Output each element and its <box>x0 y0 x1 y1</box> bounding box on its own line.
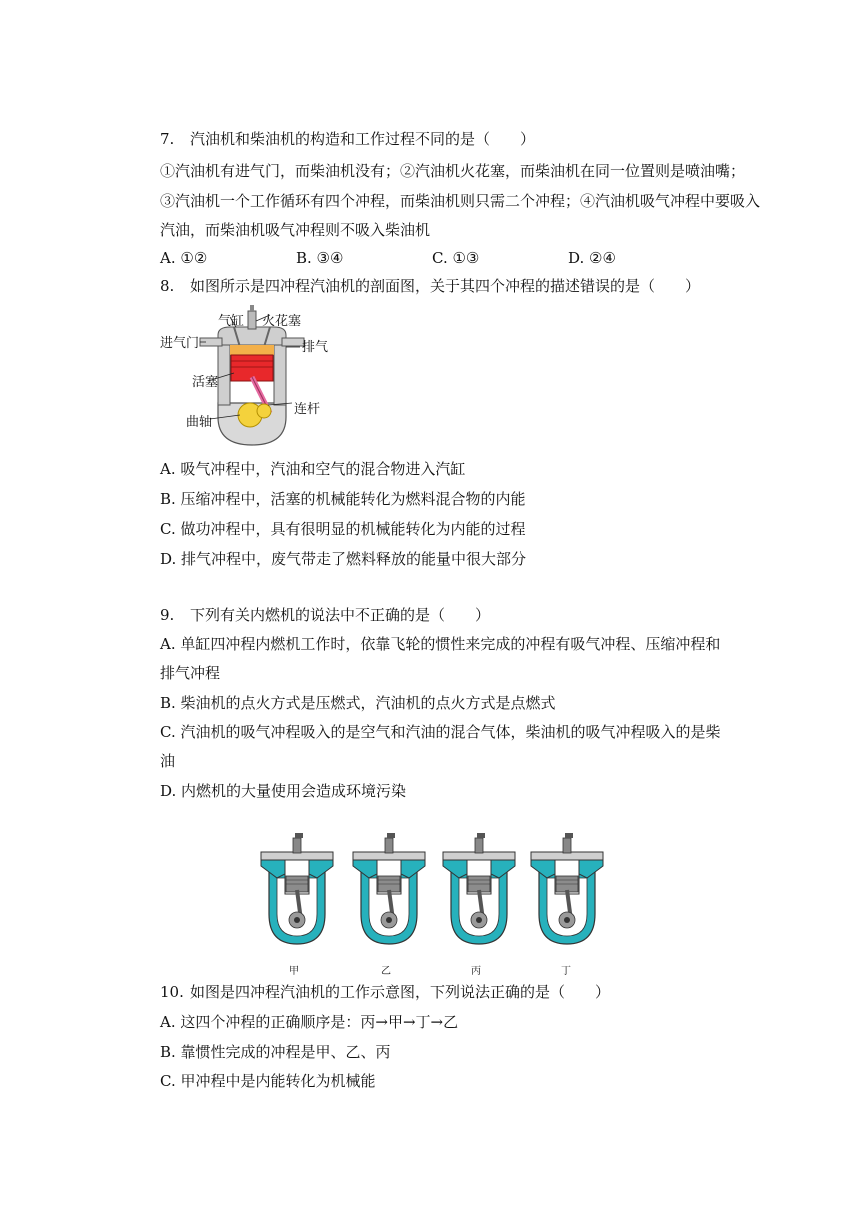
q9-option-a-line-2: 排气冲程 <box>160 664 221 682</box>
label-piston: 活塞 <box>192 375 219 390</box>
q7-stem-text: 汽油机和柴油机的构造和工作过程不同的是（ ） <box>190 130 536 148</box>
q8-option-d: D. 排气冲程中，废气带走了燃料释放的能量中很大部分 <box>160 550 527 568</box>
label-spark-plug: 火花塞 <box>262 314 302 329</box>
label-crank: 曲轴 <box>186 415 213 430</box>
q9-option-d: D. 内燃机的大量使用会造成环境污染 <box>160 782 407 800</box>
q7-option-d: D. ②④ <box>568 249 616 267</box>
q10-number: 10. <box>160 983 184 1001</box>
q8-option-b: B. 压缩冲程中，活塞的机械能转化为燃料混合物的内能 <box>160 490 526 508</box>
q7-stem <box>160 128 535 150</box>
q9-stem-text: 下列有关内燃机的说法中不正确的是（ ） <box>190 606 491 624</box>
q7-option-c: C. ①③ <box>432 249 480 267</box>
q10-option-c: C. 甲冲程中是内能转化为机械能 <box>160 1072 376 1090</box>
label-cylinder: 气缸 <box>218 314 245 329</box>
q9-option-c-line-1: C. 汽油机的吸气冲程吸入的是空气和汽油的混合气体，柴油机的吸气冲程吸入的是柴 <box>160 723 721 741</box>
engine-cross-section-diagram <box>160 305 340 450</box>
q7-body-line-1: ①汽油机有进气门，而柴油机没有；②汽油机火花塞，而柴油机在同一位置则是喷油嘴； <box>160 162 746 180</box>
q7-body-line-2: ③汽油机一个工作循环有四个冲程，而柴油机则只需二个冲程；④汽油机吸气冲程中要吸入 <box>160 192 761 210</box>
q8-stem <box>160 275 700 297</box>
q7-number: 7. <box>160 130 175 148</box>
q8-number: 8. <box>160 277 175 295</box>
q8-option-c: C. 做功冲程中，具有很明显的机械能转化为内能的过程 <box>160 520 526 538</box>
q10-stem-text: 如图是四冲程汽油机的工作示意图，下列说法正确的是（ ） <box>190 983 611 1001</box>
label-rod: 连杆 <box>294 402 321 417</box>
q9-number: 9. <box>160 606 175 624</box>
label-intake: 进气门 <box>160 336 200 351</box>
q7-body-line-3: 汽油，而柴油机吸气冲程则不吸入柴油机 <box>160 221 431 239</box>
four-stroke-diagram <box>255 832 615 980</box>
q8-stem-text: 如图所示是四冲程汽油机的剖面图，关于其四个冲程的描述错误的是（ ） <box>190 277 701 295</box>
q9-option-b: B. 柴油机的点火方式是压燃式，汽油机的点火方式是点燃式 <box>160 694 556 712</box>
q9-stem <box>160 604 490 626</box>
label-exhaust: 排气 <box>302 340 329 355</box>
q9-option-c-line-2: 油 <box>160 752 176 770</box>
q10-option-a: A. 这四个冲程的正确顺序是：丙→甲→丁→乙 <box>160 1013 459 1031</box>
q9-option-a-line-1: A. 单缸四冲程内燃机工作时，依靠飞轮的惯性来完成的冲程有吸气冲程、压缩冲程和 <box>160 635 721 653</box>
q7-option-a: A. ①② <box>160 249 208 267</box>
stroke-label-bing: 丙 <box>471 966 481 977</box>
q10-option-b: B. 靠惯性完成的冲程是甲、乙、丙 <box>160 1043 391 1061</box>
stroke-label-yi: 乙 <box>381 966 391 977</box>
q10-stem <box>160 981 610 1003</box>
stroke-label-ding: 丁 <box>561 966 571 977</box>
q7-option-b: B. ③④ <box>296 249 344 267</box>
q8-option-a: A. 吸气冲程中，汽油和空气的混合物进入汽缸 <box>160 460 466 478</box>
stroke-label-jia: 甲 <box>289 966 299 977</box>
